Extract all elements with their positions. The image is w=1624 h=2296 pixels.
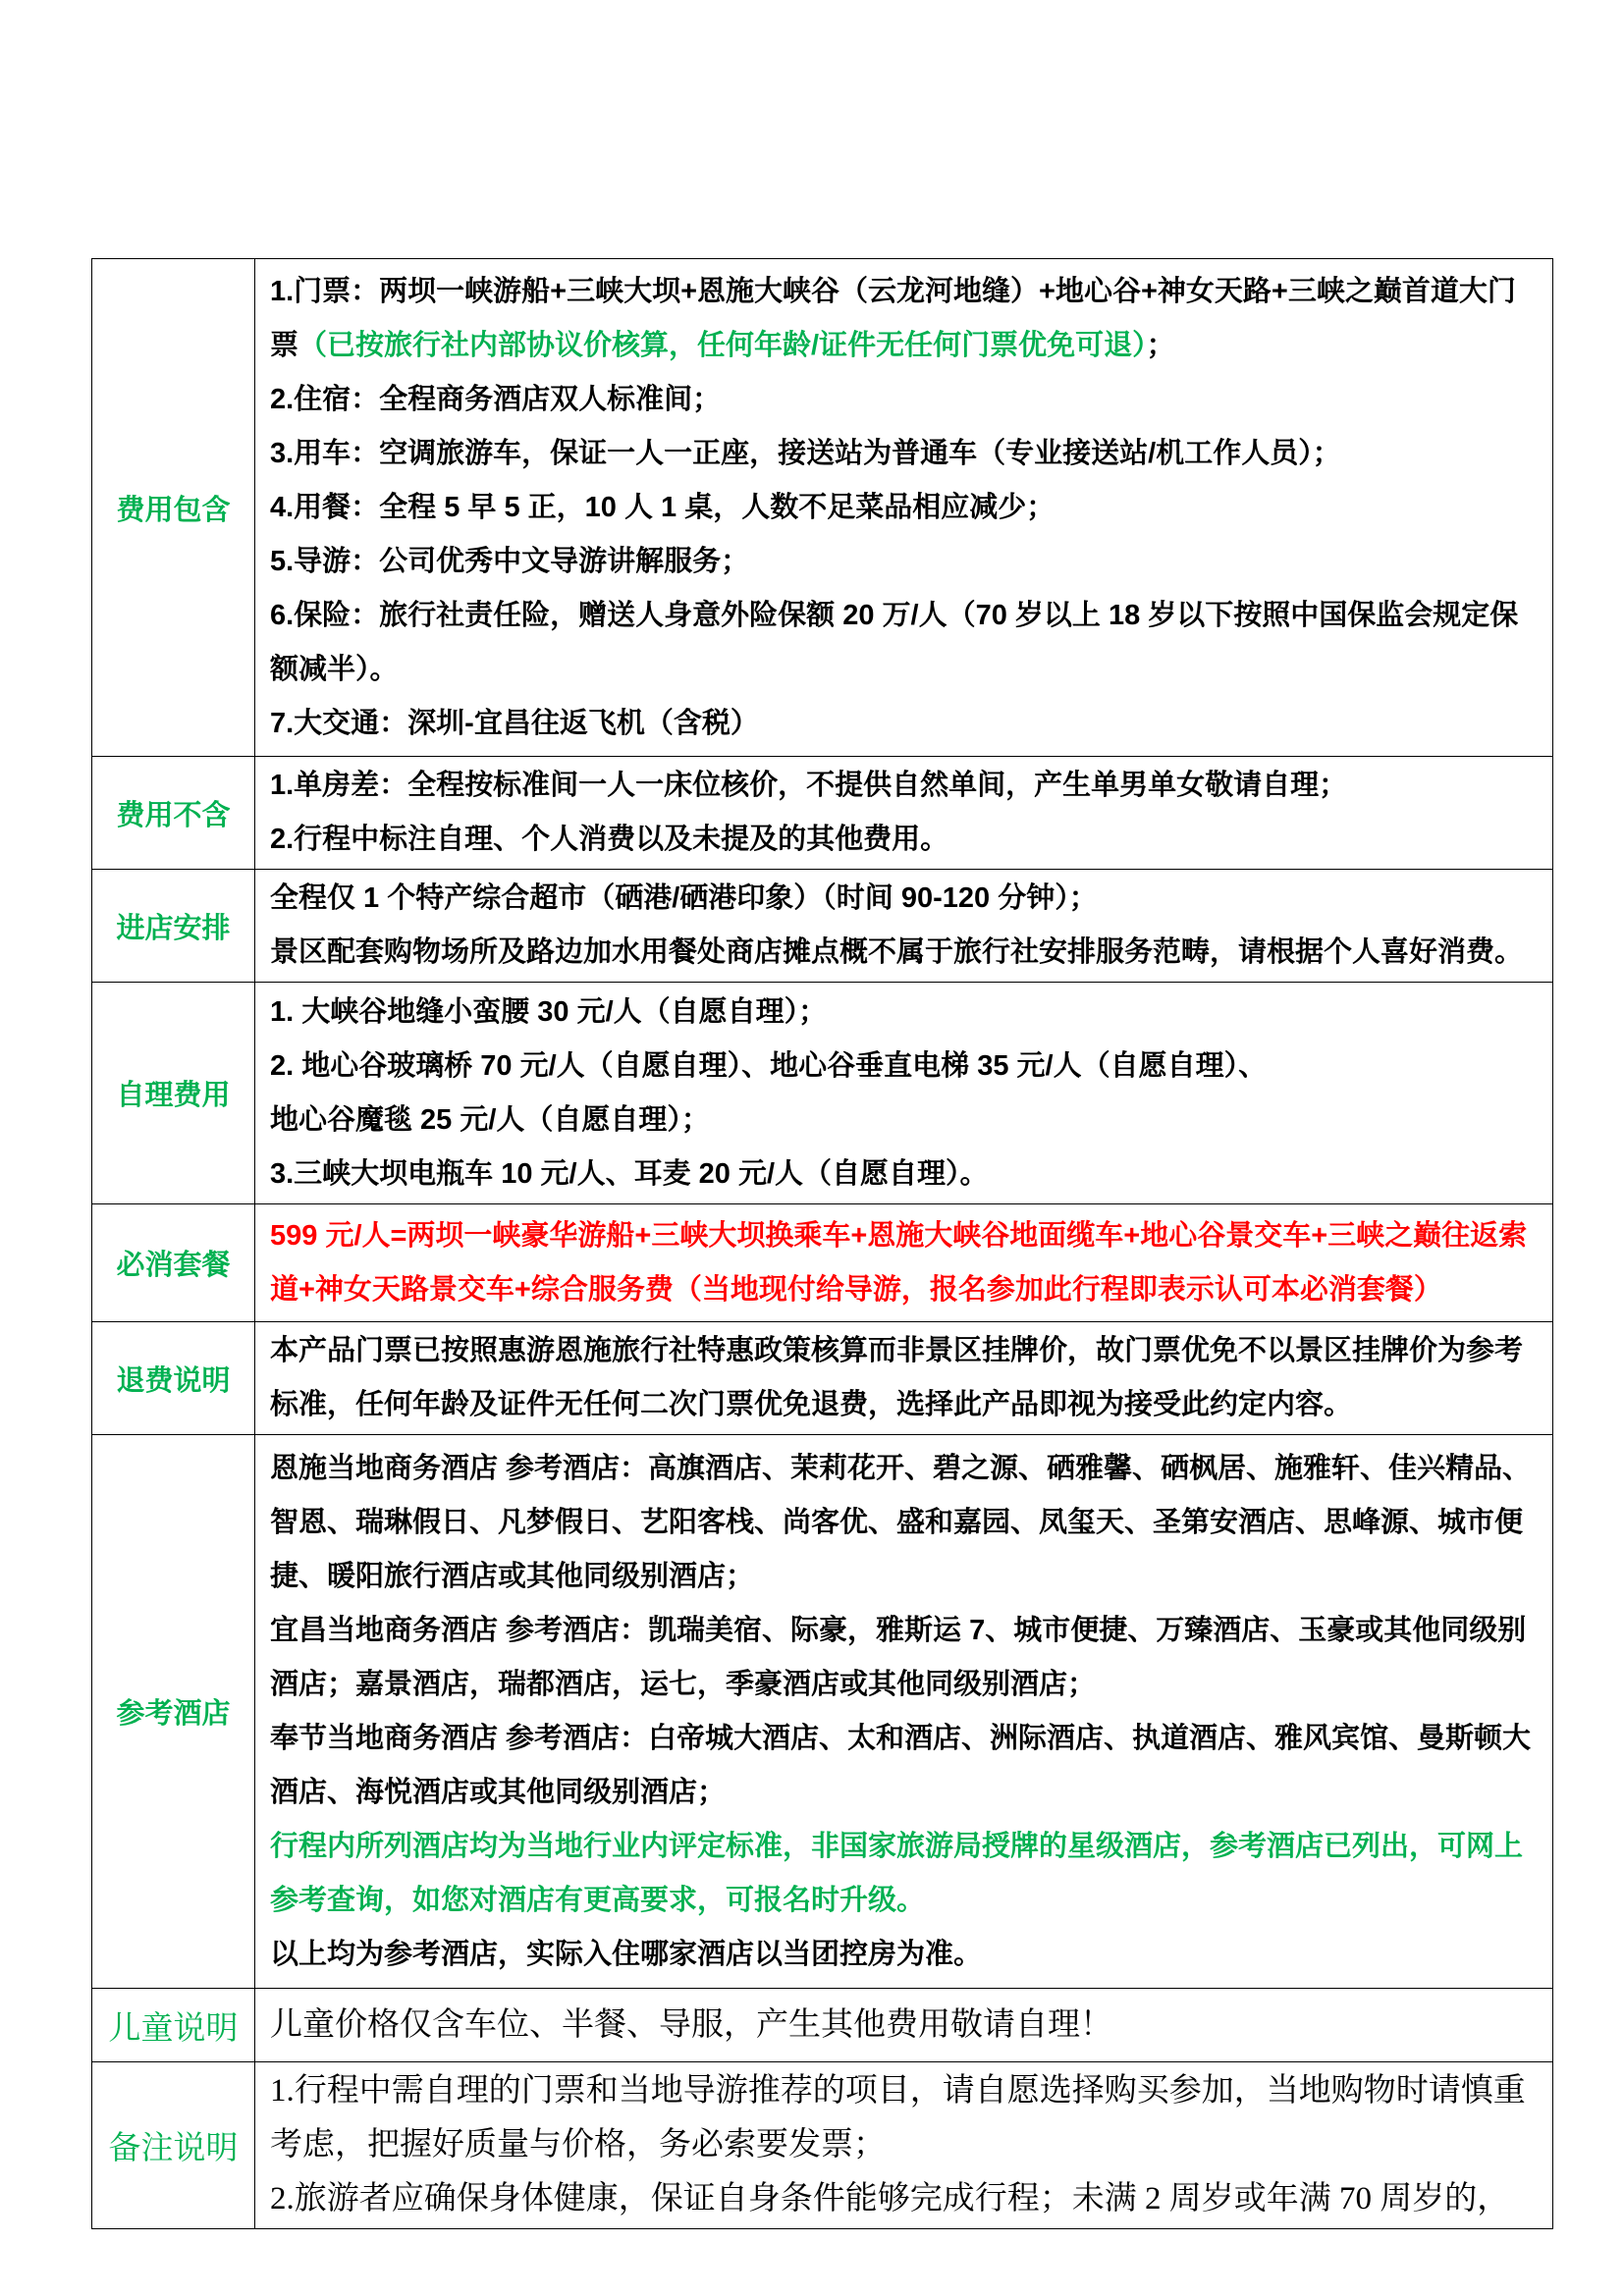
fee-included-item-7: 7.大交通：深圳-宜昌往返飞机（含税）	[270, 707, 759, 739]
label-refund: 退费说明	[92, 1322, 255, 1435]
label-self-paid: 自理费用	[92, 983, 255, 1204]
label-mandatory-package: 必消套餐	[92, 1204, 255, 1322]
self-paid-item-4: 3.三峡大坝电瓶车 10 元/人、耳麦 20 元/人（自愿自理）。	[270, 1157, 989, 1190]
content-hotels	[255, 1435, 1553, 1989]
self-paid-item-3: 地心谷魔毯 25 元/人（自愿自理）；	[270, 1103, 710, 1136]
content-fee-included	[255, 259, 1553, 757]
self-paid-item-1: 1. 大峡谷地缝小蛮腰 30 元/人（自愿自理）；	[270, 995, 828, 1028]
fee-included-item-1-end: ；	[1146, 329, 1175, 361]
label-shopping: 进店安排	[92, 870, 255, 983]
content-shopping	[255, 870, 1553, 983]
label-children: 儿童说明	[92, 1989, 255, 2062]
label-fee-included: 费用包含	[92, 259, 255, 757]
row-hotels	[92, 1435, 1553, 1989]
fee-included-item-1-main: 1.门票：两坝一峡游船+三峡大坝+恩施大峡谷（云龙河地缝）+地心谷+神女天路+三峡之巅首道大门票	[270, 275, 1516, 361]
label-hotels: 参考酒店	[92, 1435, 255, 1989]
content-self-paid	[255, 983, 1553, 1204]
fee-included-item-4: 4.用餐：全程 5 早 5 正，10 人 1 桌，人数不足菜品相应减少；	[270, 491, 1056, 523]
tour-info-table	[91, 258, 1553, 2229]
content-children	[255, 1989, 1553, 2062]
content-remarks	[255, 2062, 1553, 2229]
fee-included-item-2: 2.住宿：全程商务酒店双人标准间；	[270, 383, 722, 415]
refund-text: 本产品门票已按照惠游恩施旅行社特惠政策核算而非景区挂牌价，故门票优免不以景区挂牌价为参考标准，任何年龄及证件无任何二次门票优免退费，选择此产品即视为接受此约定内容。	[270, 1335, 1524, 1420]
row-children	[92, 1989, 1553, 2062]
content-refund	[255, 1322, 1553, 1435]
fee-included-item-1-note: （已按旅行社内部协议价核算，任何年龄/证件无任何门票优免可退）	[298, 329, 1147, 361]
shopping-item-2: 景区配套购物场所及路边加水用餐处商店摊点概不属于旅行社安排服务范畴，请根据个人喜好消费。	[270, 936, 1524, 968]
row-fee-included	[92, 259, 1553, 757]
row-mandatory-package	[92, 1204, 1553, 1322]
remarks-item-2: 2.旅游者应确保身体健康，保证自身条件能够完成行程；未满 2 周岁或年满 70 周岁的，	[270, 2181, 1510, 2216]
row-self-paid	[92, 983, 1553, 1204]
hotels-footer: 以上均为参考酒店，实际入住哪家酒店以当团控房为准。	[270, 1938, 983, 1970]
fee-included-item-5: 5.导游：公司优秀中文导游讲解服务；	[270, 545, 750, 577]
label-fee-excluded: 费用不含	[92, 757, 255, 870]
self-paid-item-2: 2. 地心谷玻璃桥 70 元/人（自愿自理）、地心谷垂直电梯 35 元/人（自愿自理）、	[270, 1049, 1268, 1082]
fee-included-item-3: 3.用车：空调旅游车，保证一人一正座，接送站为普通车（专业接送站/机工作人员）；	[270, 437, 1341, 469]
shopping-item-1: 全程仅 1 个特产综合超市（硒港/硒港印象）（时间 90-120 分钟）；	[270, 882, 1098, 914]
hotels-enshi: 恩施当地商务酒店 参考酒店：高旗酒店、茉莉花开、碧之源、硒雅馨、硒枫居、施雅轩、佳兴精品、智恩、瑞琳假日、凡梦假日、艺阳客栈、尚客优、盛和嘉园、凤玺天、圣第安酒店、思峰源、城市便捷、暖阳旅行酒店或其他同级别酒店；	[270, 1452, 1532, 1592]
row-fee-excluded	[92, 757, 1553, 870]
remarks-item-1: 1.行程中需自理的门票和当地导游推荐的项目，请自愿选择购买参加，当地购物时请慎重考虑，把握好质量与价格，务必索要发票；	[270, 2073, 1526, 2163]
fee-included-item-6: 6.保险：旅行社责任险，赠送人身意外险保额 20 万/人（70 岁以上 18 岁以下按照中国保监会规定保额减半）。	[270, 599, 1519, 685]
hotels-notice: 行程内所列酒店均为当地行业内评定标准，非国家旅游局授牌的星级酒店，参考酒店已列出，可网上参考查询，如您对酒店有更高要求，可报名时升级。	[270, 1830, 1524, 1916]
row-refund	[92, 1322, 1553, 1435]
hotels-fengjie: 奉节当地商务酒店 参考酒店：白帝城大酒店、太和酒店、洲际酒店、执道酒店、雅风宾馆、曼斯顿大酒店、海悦酒店或其他同级别酒店；	[270, 1722, 1532, 1808]
mandatory-package-text: 599 元/人=两坝一峡豪华游船+三峡大坝换乘车+恩施大峡谷地面缆车+地心谷景交车+三峡之巅往返索道+神女天路景交车+综合服务费（当地现付给导游，报名参加此行程即表示认可本必消套餐）	[270, 1219, 1528, 1306]
fee-included-item-1	[270, 265, 1538, 373]
row-remarks	[92, 2062, 1553, 2229]
label-remarks: 备注说明	[92, 2062, 255, 2229]
content-fee-excluded	[255, 757, 1553, 870]
fee-excluded-item-1: 1.单房差：全程按标准间一人一床位核价，不提供自然单间，产生单男单女敬请自理；	[270, 770, 1348, 801]
row-shopping	[92, 870, 1553, 983]
content-mandatory-package	[255, 1204, 1553, 1322]
fee-excluded-item-2: 2.行程中标注自理、个人消费以及未提及的其他费用。	[270, 824, 949, 855]
hotels-yichang: 宜昌当地商务酒店 参考酒店：凯瑞美宿、际豪，雅斯运 7、城市便捷、万臻酒店、玉豪或其他同级别酒店；嘉景酒店，瑞都酒店，运七，季豪酒店或其他同级别酒店；	[270, 1614, 1527, 1700]
children-text: 儿童价格仅含车位、半餐、导服，产生其他费用敬请自理！	[270, 2006, 1112, 2043]
